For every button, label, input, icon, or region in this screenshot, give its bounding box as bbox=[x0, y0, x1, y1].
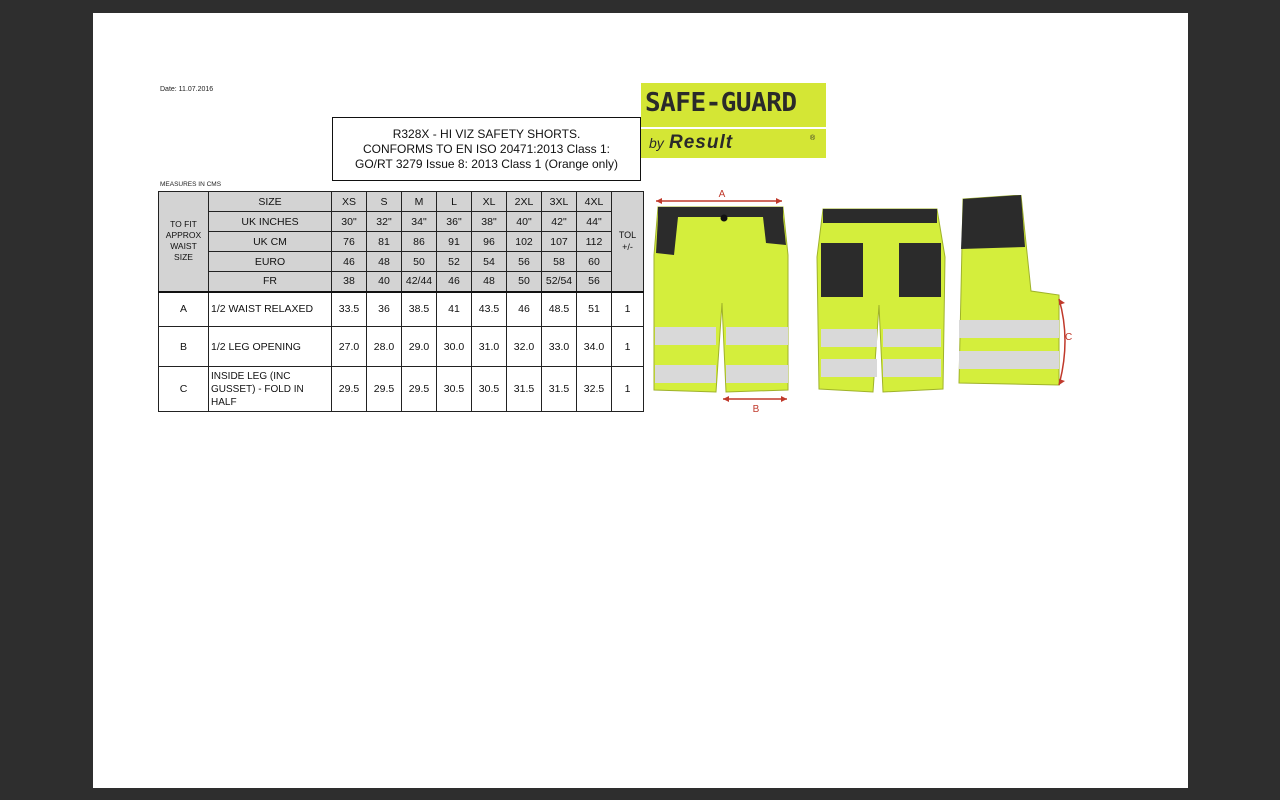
dimension-c-label: C bbox=[1065, 332, 1073, 343]
measure-row-b bbox=[159, 327, 644, 367]
size-cell: 32" bbox=[367, 212, 402, 232]
size-cell: 2XL bbox=[507, 192, 542, 212]
measure-cell: 41 bbox=[437, 292, 472, 327]
size-cell: 60 bbox=[577, 252, 612, 272]
measure-cell: 31.0 bbox=[472, 327, 507, 367]
size-cell: 58 bbox=[542, 252, 577, 272]
size-cell: 3XL bbox=[542, 192, 577, 212]
measure-code: A bbox=[159, 292, 209, 327]
measure-row-a bbox=[159, 292, 644, 327]
size-cell: 56 bbox=[577, 272, 612, 292]
size-cell: 102 bbox=[507, 232, 542, 252]
tolerance-cell: 1 bbox=[612, 327, 644, 367]
size-cell: XL bbox=[472, 192, 507, 212]
size-cell: 48 bbox=[367, 252, 402, 272]
tolerance-label-cell bbox=[612, 192, 644, 292]
size-cell: 76 bbox=[332, 232, 367, 252]
title-line-2: CONFORMS TO EN ISO 20471:2013 Class 1: bbox=[363, 142, 610, 156]
measure-cell: 38.5 bbox=[402, 292, 437, 327]
reflective-band bbox=[821, 329, 877, 347]
tol-label-line: +/- bbox=[622, 242, 633, 253]
size-cell: 54 bbox=[472, 252, 507, 272]
measure-cell: 32.0 bbox=[507, 327, 542, 367]
size-cell: 48 bbox=[472, 272, 507, 292]
arrowhead-icon bbox=[1059, 379, 1065, 385]
shorts-back-view bbox=[815, 207, 950, 397]
measures-label: MEASURES IN CMS bbox=[160, 181, 222, 188]
waistband bbox=[658, 207, 783, 217]
title-line-3: GO/RT 3279 Issue 8: 2013 Class 1 (Orange only) bbox=[354, 157, 619, 171]
measure-cell: 27.0 bbox=[332, 327, 367, 367]
size-cell: 4XL bbox=[577, 192, 612, 212]
uk-cm-row bbox=[159, 232, 644, 252]
size-cell: 81 bbox=[367, 232, 402, 252]
reflective-band bbox=[726, 365, 788, 383]
size-cell: L bbox=[437, 192, 472, 212]
fit-label-cell bbox=[159, 192, 209, 292]
button-icon bbox=[721, 215, 728, 222]
shorts-front-view bbox=[648, 185, 808, 420]
right-pocket-panel bbox=[763, 217, 786, 245]
size-cell: 46 bbox=[332, 252, 367, 272]
reflective-band bbox=[655, 327, 716, 345]
logo-registered-mark: ® bbox=[810, 135, 816, 142]
document-date: Date: 11.07.2016 bbox=[160, 86, 214, 93]
measure-cell: 36 bbox=[367, 292, 402, 327]
measure-cell: 48.5 bbox=[542, 292, 577, 327]
logo-brand-text: Result bbox=[669, 132, 734, 153]
size-cell: 91 bbox=[437, 232, 472, 252]
arrowhead-icon bbox=[1059, 299, 1065, 305]
size-cell: 38" bbox=[472, 212, 507, 232]
shorts-side-folded-view bbox=[955, 195, 1077, 405]
back-pocket-left bbox=[821, 243, 863, 297]
measure-cell: 31.5 bbox=[542, 367, 577, 412]
measure-label: 1/2 LEG OPENING bbox=[209, 327, 332, 367]
reflective-band bbox=[726, 327, 788, 345]
size-cell: S bbox=[367, 192, 402, 212]
measure-cell: 30.5 bbox=[437, 367, 472, 412]
back-pocket-right bbox=[899, 243, 941, 297]
reflective-band bbox=[821, 359, 877, 377]
tolerance-cell: 1 bbox=[612, 367, 644, 412]
size-cell: XS bbox=[332, 192, 367, 212]
size-cell: 96 bbox=[472, 232, 507, 252]
size-cell: 52/54 bbox=[542, 272, 577, 292]
size-cell: M bbox=[402, 192, 437, 212]
fit-label-line: WAIST bbox=[170, 241, 197, 252]
size-cell: 50 bbox=[507, 272, 542, 292]
measure-code: C bbox=[159, 367, 209, 412]
size-cell: 52 bbox=[437, 252, 472, 272]
measure-cell: 34.0 bbox=[577, 327, 612, 367]
tol-label-line: TOL bbox=[618, 230, 637, 241]
measure-cell: 29.0 bbox=[402, 327, 437, 367]
size-cell: 112 bbox=[577, 232, 612, 252]
measure-cell: 32.5 bbox=[577, 367, 612, 412]
measure-code: B bbox=[159, 327, 209, 367]
fit-label-line: SIZE bbox=[174, 252, 193, 263]
size-row bbox=[159, 192, 644, 212]
size-cell: 38 bbox=[332, 272, 367, 292]
size-cell: 42" bbox=[542, 212, 577, 232]
reflective-band bbox=[883, 359, 941, 377]
measure-cell: 30.0 bbox=[437, 327, 472, 367]
fr-row bbox=[159, 272, 644, 292]
logo-by-text: by bbox=[649, 135, 664, 151]
row-label: EURO bbox=[209, 252, 332, 272]
measure-cell: 46 bbox=[507, 292, 542, 327]
title-line-1: R328X - HI VIZ SAFETY SHORTS. bbox=[392, 127, 581, 141]
reflective-band bbox=[959, 351, 1059, 369]
size-cell: 30" bbox=[332, 212, 367, 232]
measure-label: 1/2 WAIST RELAXED bbox=[209, 292, 332, 327]
logo-divider bbox=[641, 127, 826, 129]
size-cell: 107 bbox=[542, 232, 577, 252]
logo-safeguard-text: SAFE-GUARD bbox=[645, 88, 797, 118]
size-chart-table bbox=[158, 191, 644, 412]
row-label: SIZE bbox=[209, 192, 332, 212]
waistband bbox=[823, 209, 937, 223]
measure-cell: 31.5 bbox=[507, 367, 542, 412]
size-cell: 50 bbox=[402, 252, 437, 272]
measure-cell: 29.5 bbox=[402, 367, 437, 412]
measure-cell: 29.5 bbox=[367, 367, 402, 412]
measure-cell: 29.5 bbox=[332, 367, 367, 412]
measure-cell: 30.5 bbox=[472, 367, 507, 412]
measure-cell: 33.0 bbox=[542, 327, 577, 367]
fit-label-line: APPROX bbox=[165, 230, 202, 241]
reflective-band bbox=[883, 329, 941, 347]
dimension-b-label: B bbox=[752, 404, 760, 415]
fit-label-line: TO FIT bbox=[170, 219, 197, 230]
measure-cell: 51 bbox=[577, 292, 612, 327]
size-cell: 46 bbox=[437, 272, 472, 292]
document-page bbox=[93, 13, 1188, 788]
euro-row bbox=[159, 252, 644, 272]
arrowhead-icon bbox=[656, 198, 662, 204]
size-cell: 56 bbox=[507, 252, 542, 272]
measure-cell: 43.5 bbox=[472, 292, 507, 327]
size-cell: 40" bbox=[507, 212, 542, 232]
size-cell: 34" bbox=[402, 212, 437, 232]
size-cell: 44" bbox=[577, 212, 612, 232]
arrowhead-icon bbox=[723, 396, 729, 402]
arrowhead-icon bbox=[781, 396, 787, 402]
measure-cell: 33.5 bbox=[332, 292, 367, 327]
measure-cell: 28.0 bbox=[367, 327, 402, 367]
safeguard-logo bbox=[641, 83, 826, 158]
reflective-band bbox=[655, 365, 716, 383]
arrowhead-icon bbox=[776, 198, 782, 204]
product-title-box bbox=[332, 117, 641, 181]
size-cell: 42/44 bbox=[402, 272, 437, 292]
uk-inches-row bbox=[159, 212, 644, 232]
size-cell: 40 bbox=[367, 272, 402, 292]
row-label: FR bbox=[209, 272, 332, 292]
size-cell: 36" bbox=[437, 212, 472, 232]
row-label: UK CM bbox=[209, 232, 332, 252]
tolerance-cell: 1 bbox=[612, 292, 644, 327]
side-dark-panel bbox=[961, 195, 1025, 249]
reflective-band bbox=[959, 320, 1059, 338]
measure-row-c bbox=[159, 367, 644, 412]
measure-label: INSIDE LEG (INC GUSSET) - FOLD IN HALF bbox=[209, 367, 332, 412]
row-label: UK INCHES bbox=[209, 212, 332, 232]
dimension-a-label: A bbox=[718, 189, 726, 200]
size-cell: 86 bbox=[402, 232, 437, 252]
